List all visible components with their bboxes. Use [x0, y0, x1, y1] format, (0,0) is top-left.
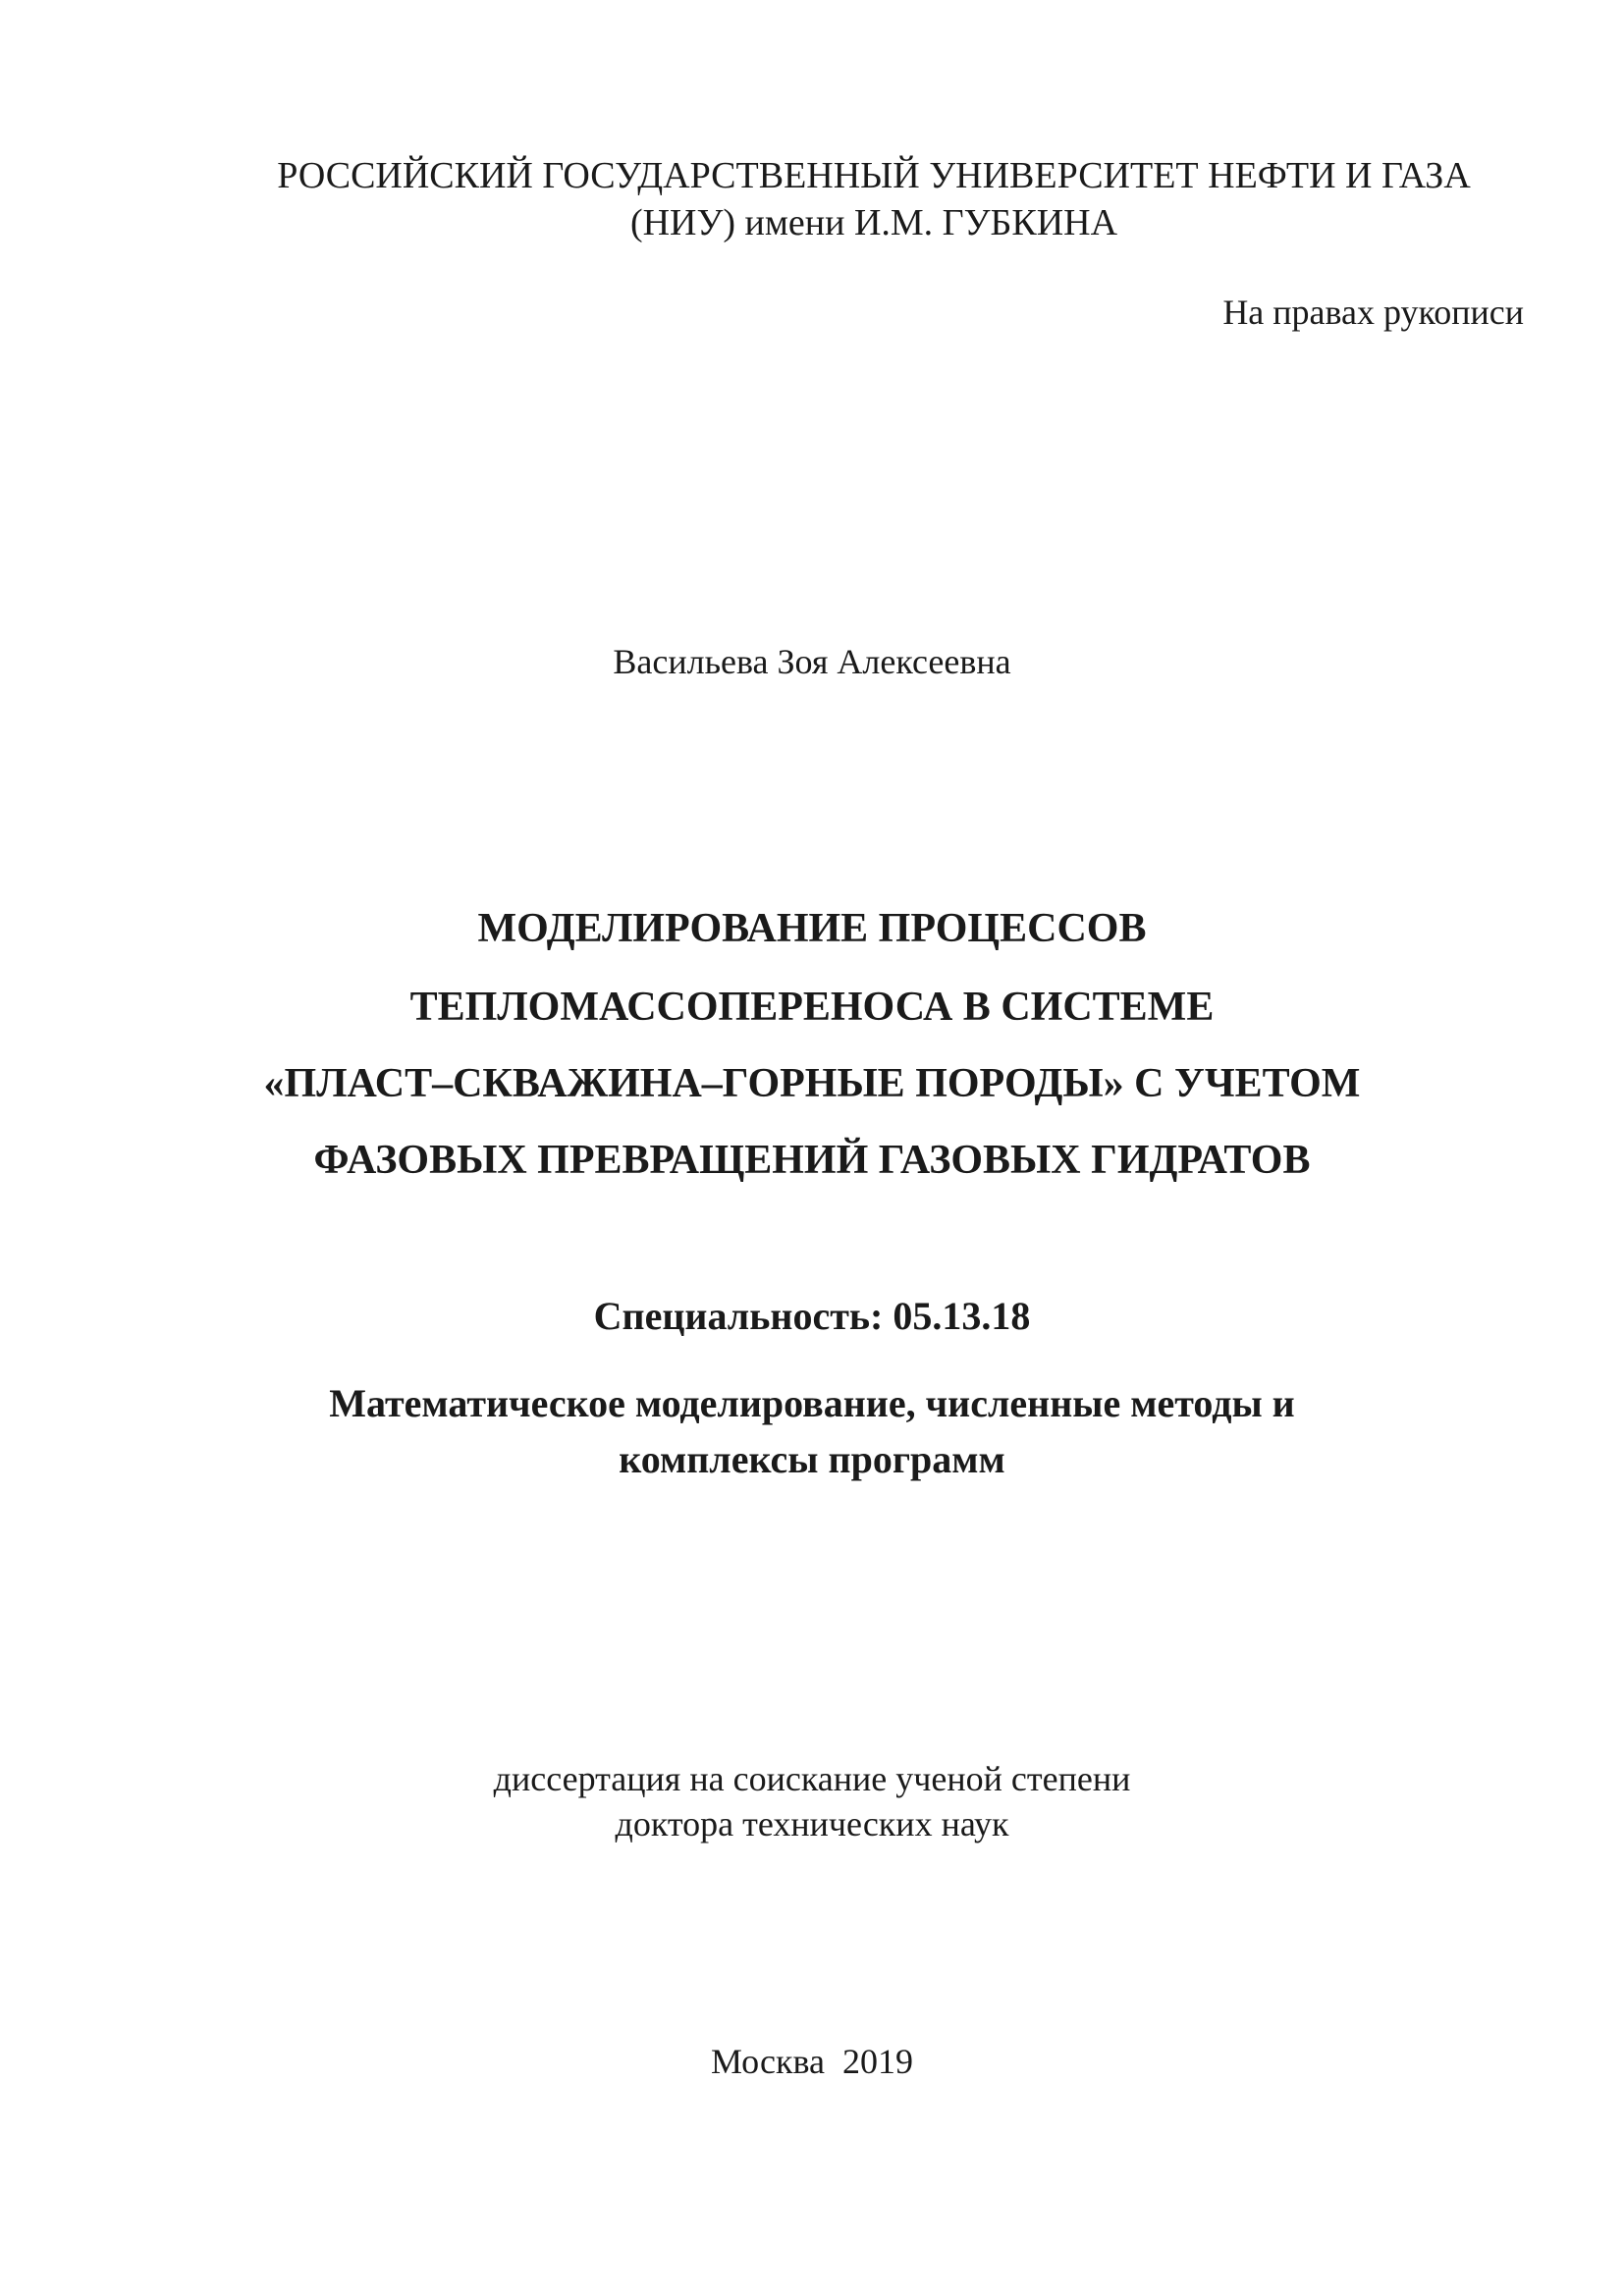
title-line-1: МОДЕЛИРОВАНИЕ ПРОЦЕССОВ	[477, 906, 1147, 951]
specialty-code: Специальность: 05.13.18	[593, 1294, 1031, 1338]
university-name-line-2: (НИУ) имени И.М. ГУБКИНА	[629, 202, 1118, 243]
title-line-4: ФАЗОВЫХ ПРЕВРАЩЕНИЙ ГАЗОВЫХ ГИДРАТОВ	[313, 1138, 1311, 1183]
university-name-line-1: РОССИЙСКИЙ ГОСУДАРСТВЕННЫЙ УНИВЕРСИТЕТ НЕФТИ И ГАЗА	[277, 155, 1471, 196]
degree-note-line-1: диссертация на соискание ученой степени	[493, 1759, 1131, 1798]
manuscript-rights-note: На правах рукописи	[1222, 293, 1524, 332]
author-name: Васильева Зоя Алексеевна	[613, 642, 1011, 681]
degree-note-line-2: доктора технических наук	[615, 1804, 1009, 1843]
title-line-3: «ПЛАСТ–СКВАЖИНА–ГОРНЫЕ ПОРОДЫ» С УЧЕТОМ	[263, 1061, 1361, 1106]
city-and-year: Москва 2019	[711, 2042, 913, 2081]
title-line-2: ТЕПЛОМАССОПЕРЕНОСА В СИСТЕМЕ	[409, 985, 1215, 1030]
specialty-name-line-2: комплексы программ	[619, 1437, 1005, 1481]
specialty-name-line-1: Математическое моделирование, численные методы и	[329, 1381, 1295, 1425]
